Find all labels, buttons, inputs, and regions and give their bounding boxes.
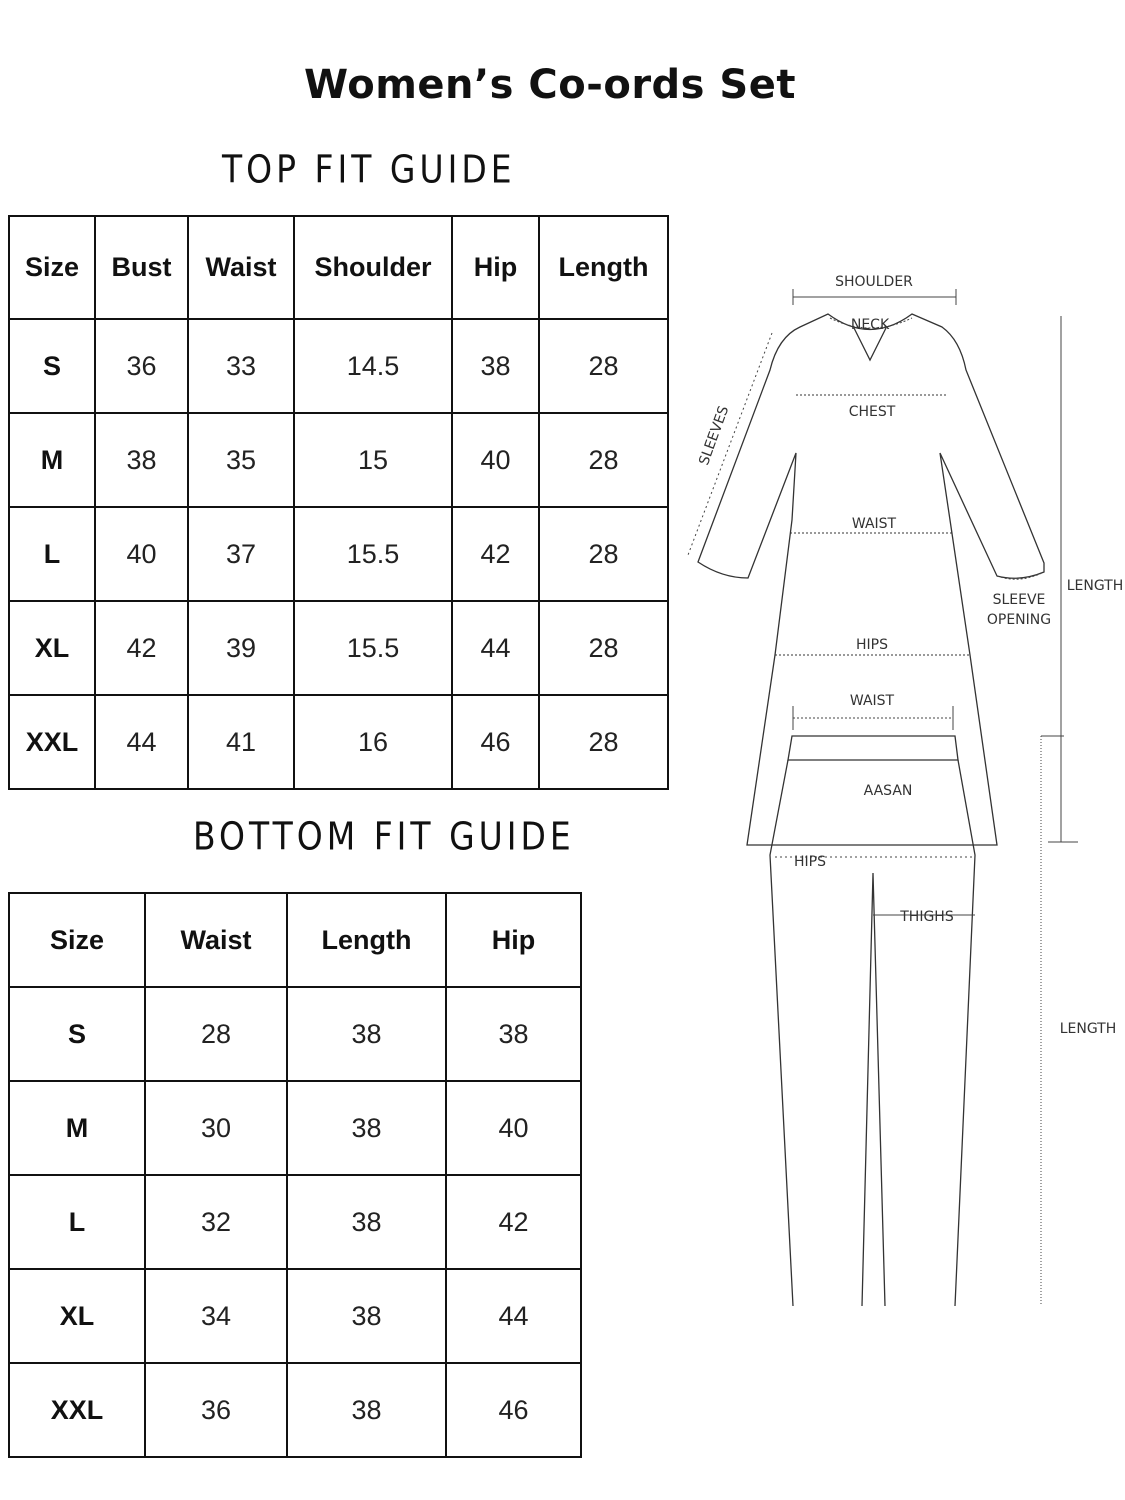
shoulder-label: SHOULDER	[835, 274, 913, 290]
table-cell: 44	[446, 1269, 581, 1363]
table-cell: 28	[539, 695, 668, 789]
bottom-hips-label: HIPS	[794, 854, 826, 870]
table-cell: 46	[452, 695, 539, 789]
table-cell: 41	[188, 695, 294, 789]
column-header: Shoulder	[294, 216, 452, 319]
table-cell: 16	[294, 695, 452, 789]
table-cell: 34	[145, 1269, 287, 1363]
table-cell: 44	[452, 601, 539, 695]
size-cell: S	[9, 319, 95, 413]
column-header: Waist	[188, 216, 294, 319]
table-cell: 14.5	[294, 319, 452, 413]
table-cell: 44	[95, 695, 188, 789]
table-cell: 42	[446, 1175, 581, 1269]
table-cell: 28	[539, 601, 668, 695]
table-cell: 38	[95, 413, 188, 507]
size-cell: S	[9, 987, 145, 1081]
table-cell: 28	[539, 507, 668, 601]
column-header: Hip	[452, 216, 539, 319]
size-cell: XXL	[9, 695, 95, 789]
column-header: Bust	[95, 216, 188, 319]
size-cell: XXL	[9, 1363, 145, 1457]
kurta-top-outline	[698, 314, 1044, 845]
neck-label: NECK	[850, 317, 890, 333]
column-header: Hip	[446, 893, 581, 987]
size-cell: XL	[9, 1269, 145, 1363]
top-waist-label: WAIST	[851, 516, 897, 532]
table-cell: 35	[188, 413, 294, 507]
pants-outline	[770, 736, 975, 1306]
bottom-waist-label: WAIST	[849, 693, 895, 709]
sleeve-opening-label-line1: SLEEVE	[992, 592, 1046, 608]
top-hips-label: HIPS	[856, 637, 888, 653]
sleeve-opening-label-line2: OPENING	[986, 612, 1052, 628]
table-cell: 37	[188, 507, 294, 601]
table-cell: 42	[95, 601, 188, 695]
bottom-length-label: LENGTH	[1059, 1021, 1117, 1037]
table-cell: 38	[287, 1175, 446, 1269]
table-cell: 15.5	[294, 507, 452, 601]
column-header: Length	[287, 893, 446, 987]
table-cell: 38	[287, 987, 446, 1081]
table-cell: 15.5	[294, 601, 452, 695]
column-header: Length	[539, 216, 668, 319]
column-header: Waist	[145, 893, 287, 987]
size-cell: XL	[9, 601, 95, 695]
table-cell: 39	[188, 601, 294, 695]
table-cell: 36	[95, 319, 188, 413]
page-title: Women’s Co-ords Set	[304, 62, 796, 108]
table-cell: 15	[294, 413, 452, 507]
bottom-fit-guide-heading: BOTTOM FIT GUIDE	[193, 814, 575, 859]
table-cell: 30	[145, 1081, 287, 1175]
table-cell: 40	[446, 1081, 581, 1175]
table-cell: 40	[452, 413, 539, 507]
thighs-label: THIGHS	[900, 909, 954, 925]
size-cell: M	[9, 413, 95, 507]
table-cell: 40	[95, 507, 188, 601]
column-header: Size	[9, 893, 145, 987]
table-cell: 33	[188, 319, 294, 413]
chest-label: CHEST	[848, 404, 896, 420]
size-cell: M	[9, 1081, 145, 1175]
table-cell: 38	[287, 1363, 446, 1457]
aasan-label: AASAN	[863, 783, 913, 799]
table-cell: 46	[446, 1363, 581, 1457]
top-fit-guide-heading: TOP FIT GUIDE	[222, 147, 516, 192]
sleeves-label: SLEEVES	[696, 403, 733, 468]
table-cell: 28	[539, 413, 668, 507]
table-cell: 32	[145, 1175, 287, 1269]
column-header: Size	[9, 216, 95, 319]
table-cell: 28	[145, 987, 287, 1081]
size-cell: L	[9, 507, 95, 601]
table-cell: 36	[145, 1363, 287, 1457]
table-cell: 38	[446, 987, 581, 1081]
top-length-label: LENGTH	[1066, 578, 1124, 594]
table-cell: 42	[452, 507, 539, 601]
table-cell: 38	[287, 1269, 446, 1363]
size-cell: L	[9, 1175, 145, 1269]
table-cell: 38	[287, 1081, 446, 1175]
table-cell: 38	[452, 319, 539, 413]
table-cell: 28	[539, 319, 668, 413]
